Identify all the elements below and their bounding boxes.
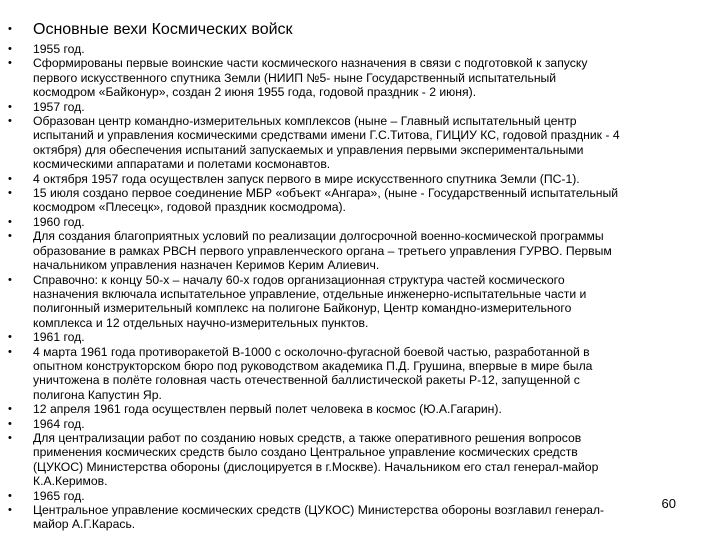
- list-item: [0, 503, 720, 532]
- text-line: опытном конструкторском бюро под руководством академика П.Д. Грушина, впервые в мире была: [33, 358, 593, 373]
- bullet-icon: •: [8, 100, 12, 113]
- text-line: космодром «Байконур», создан 2 июня 1955 года, годовой праздник - 2 июня).: [33, 85, 477, 100]
- text-line: Сформированы первые воинские части космического назначения в связи с подготовкой к запуску: [33, 56, 588, 71]
- text-line: К.А.Керимов.: [33, 474, 108, 489]
- bullet-icon: •: [8, 403, 12, 416]
- milestone-list: [0, 42, 720, 532]
- text-line: 4 марта 1961 года противоракетой В-1000 с осколочно-фугасной боевой частью, разработанной в: [33, 344, 590, 359]
- bullet-icon: •: [8, 43, 12, 55]
- bullet-icon: •: [8, 345, 12, 358]
- text-line: полигонный измерительный комплекс на полигоне Байконур, Центр командно-измерительного: [33, 301, 572, 316]
- list-item: [0, 100, 720, 114]
- text-line: образование в рамках РВСН первого управленческого органа – третьего управления ГУРВО. Первым: [33, 243, 612, 258]
- bullet-icon: •: [8, 431, 12, 444]
- title-row: [0, 19, 720, 43]
- text-line: Для создания благоприятных условий по реализации долгосрочной военно-космической программы: [33, 229, 604, 244]
- list-item: [0, 56, 720, 99]
- list-item-text: [33, 229, 715, 272]
- list-item: [0, 345, 720, 403]
- list-item: [0, 229, 720, 272]
- list-item: [0, 431, 720, 489]
- list-item-text: [33, 273, 715, 331]
- list-item: [0, 215, 720, 229]
- text-line: Справочно: к концу 50-х – началу 60-х годов организационная структура частей космического: [33, 272, 565, 287]
- list-item: [0, 489, 720, 503]
- list-item-text: [33, 172, 715, 186]
- text-line: комплекса и 12 отдельных научно-измерительных пунктов.: [33, 315, 369, 330]
- list-item-text: [33, 345, 715, 403]
- list-item: [0, 402, 720, 416]
- list-item: [0, 417, 720, 431]
- text-line: Для централизации работ по созданию новых средств, а также оперативного решения вопросов: [33, 430, 582, 445]
- text-line: октября) для обеспечения испытаний запускаемых и управления первыми экспериментальными: [33, 142, 584, 157]
- list-item-text: [33, 330, 715, 344]
- text-line: назначения включала испытательное управление, отдельные инженерно-испытательные части и: [33, 286, 587, 301]
- text-line: майор А.Г.Карась.: [33, 517, 136, 532]
- slide-title: Основные вехи Космических войск: [33, 21, 293, 38]
- bullet-icon: •: [8, 230, 12, 243]
- text-line: уничтожена в полёте головная часть отечественной баллистической ракеты Р-12, запущенной с: [33, 373, 580, 388]
- page-number: 60: [661, 496, 676, 511]
- list-item-text: [33, 100, 715, 114]
- list-item: [0, 186, 720, 215]
- list-item-text: [33, 402, 715, 416]
- text-line: 1964 год.: [33, 416, 85, 431]
- list-item-text: [33, 503, 715, 532]
- text-line: 1961 год.: [33, 330, 85, 345]
- bullet-icon: •: [8, 115, 12, 128]
- bullet-icon: •: [8, 23, 12, 35]
- text-line: Образован центр командно-измерительных комплексов (ныне – Главный испытательный центр: [33, 114, 577, 129]
- list-item: [0, 172, 720, 186]
- bullet-icon: •: [8, 57, 12, 70]
- text-line: первого искусственного спутника Земли (НИИП №5- ныне Государственный испытательный: [33, 70, 557, 85]
- text-line: испытаний и управления космическими средствами имени Г.С.Титова, ГИЦИУ КС, годовой праздник - 4: [33, 128, 620, 143]
- list-item: [0, 330, 720, 344]
- list-item-text: [33, 215, 715, 229]
- list-item: [0, 273, 720, 331]
- text-line: космическими аппаратами и полетами космонавтов.: [33, 157, 331, 172]
- bullet-icon: •: [8, 215, 12, 228]
- text-line: Центральное управление космических средств (ЦУКОС) Министерства обороны возглавил генерал-: [33, 503, 605, 517]
- text-line: 4 октября 1957 года осуществлен запуск первого в мире искусственного спутника Земли (ПС-1).: [33, 171, 580, 186]
- text-line: 1955 год.: [33, 42, 85, 56]
- bullet-icon: •: [8, 172, 12, 185]
- text-line: начальником управления назначен Керимов Керим Алиевич.: [33, 258, 380, 273]
- text-line: 1957 год.: [33, 99, 85, 114]
- list-item-text: [33, 417, 715, 431]
- bullet-icon: •: [8, 504, 12, 516]
- text-line: применения космических средств было создано Центральное управление космических средств: [33, 445, 578, 460]
- list-item-text: [33, 489, 715, 503]
- list-item-text: [33, 42, 715, 56]
- text-line: полигона Капустин Яр.: [33, 387, 162, 402]
- list-item-text: [33, 114, 715, 172]
- text-line: 12 апреля 1961 года осуществлен первый полет человека в космос (Ю.А.Гагарин).: [33, 402, 502, 417]
- bullet-icon: •: [8, 187, 12, 200]
- text-line: космодром «Плесецк», годовой праздник космодрома).: [33, 200, 346, 215]
- bullet-icon: •: [8, 417, 12, 430]
- text-line: 15 июля создано первое соединение МБР «объект «Ангара», (ныне - Государственный испытательный: [33, 186, 619, 201]
- text-line: (ЦУКОС) Министерства обороны (дислоцируется в г.Москве). Начальником его стал генерал-майор: [33, 459, 599, 474]
- list-item: [0, 42, 720, 56]
- bullet-icon: •: [8, 273, 12, 286]
- bullet-icon: •: [8, 489, 12, 502]
- bullet-icon: •: [8, 331, 12, 344]
- text-line: 1965 год.: [33, 488, 85, 503]
- list-item-text: [33, 186, 715, 215]
- list-item: [0, 114, 720, 172]
- text-line: 1960 год.: [33, 214, 85, 229]
- list-item-text: [33, 431, 715, 489]
- list-item-text: [33, 56, 715, 99]
